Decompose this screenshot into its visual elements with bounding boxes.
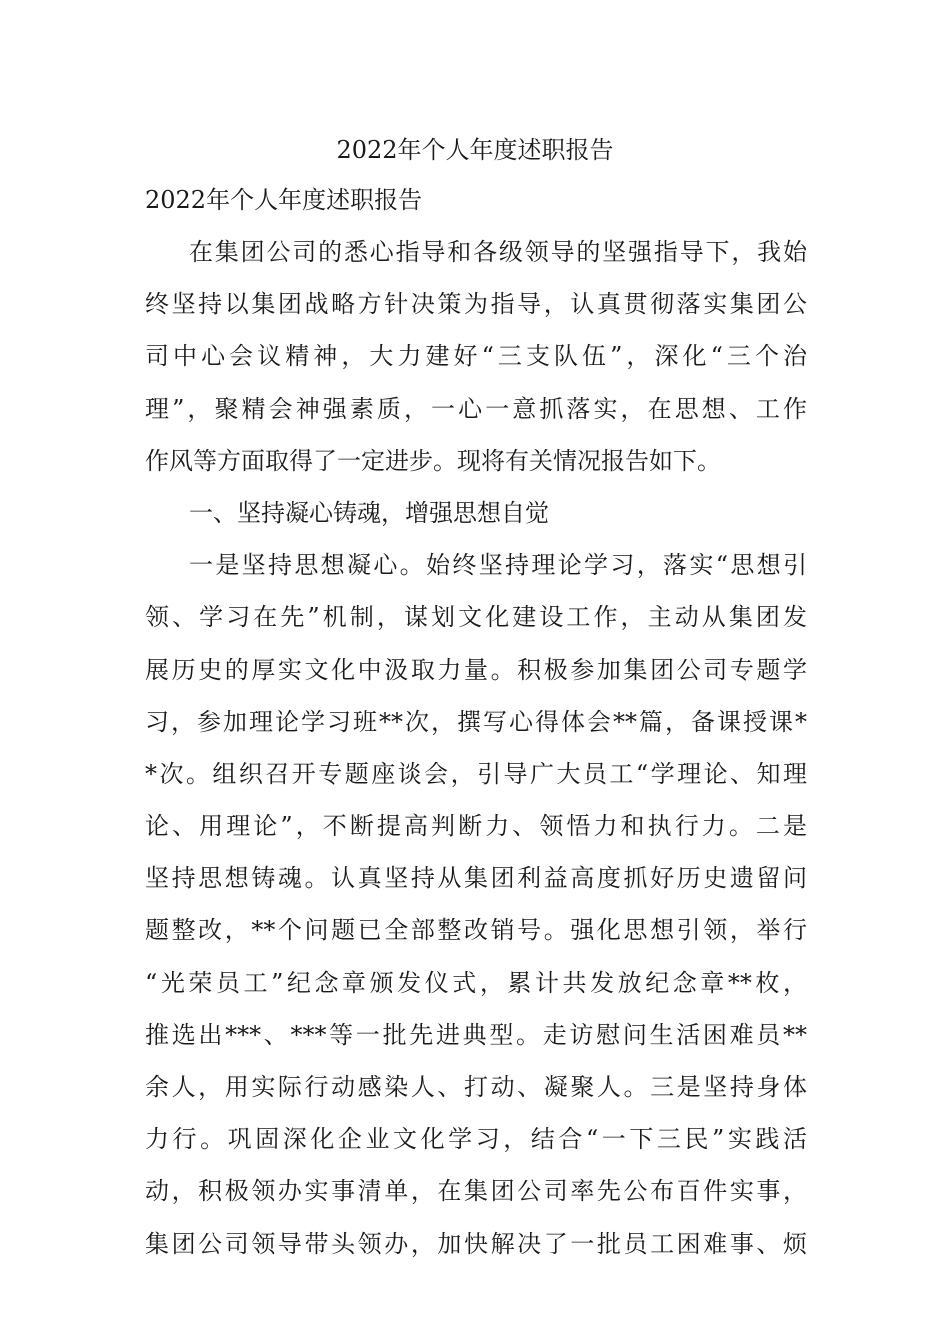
paragraph-line: 推选出***、***等一批先进典型。走访慰问生活困难员** (145, 1020, 807, 1049)
paragraph-line: 习，参加理论学习班**次，撰写心得体会**篇，备课授课* (145, 707, 807, 736)
paragraph-line: 终坚持以集团战略方针决策为指导，认真贯彻落实集团公 (145, 290, 807, 319)
document-subtitle: 2022年个人年度述职报告 (145, 186, 423, 214)
paragraph-line: 理”，聚精会神强素质，一心一意抓落实，在思想、工作 (145, 394, 807, 423)
section-heading: 一、坚持凝心铸魂，增强思想自觉 (189, 498, 549, 527)
paragraph-line: 展历史的厚实文化中汲取力量。积极参加集团公司专题学 (145, 655, 807, 684)
paragraph-line: 在集团公司的悉心指导和各级领导的坚强指导下，我始 (189, 238, 807, 266)
paragraph-line: 余人，用实际行动感染人、打动、凝聚人。三是坚持身体 (145, 1073, 807, 1101)
paragraph-line: 论、用理论”，不断提高判断力、领悟力和执行力。二是 (145, 812, 807, 841)
document-title: 2022年个人年度述职报告 (336, 136, 614, 164)
paragraph-line: 坚持思想铸魂。认真坚持从集团利益高度抓好历史遗留问 (145, 864, 807, 893)
paragraph-line: 作风等方面取得了一定进步。现将有关情况报告如下。 (145, 446, 721, 475)
paragraph-line: *次。组织召开专题座谈会，引导广大员工“学理论、知理 (145, 759, 807, 788)
paragraph-line: “光荣员工”纪念章颁发仪式，累计共发放纪念章**枚， (145, 968, 807, 997)
paragraph-line: 司中心会议精神，大力建好“三支队伍”，深化“三个治 (145, 342, 807, 371)
paragraph-line: 一是坚持思想凝心。始终坚持理论学习，落实“思想引 (189, 551, 807, 580)
paragraph-line: 题整改，**个问题已全部整改销号。强化思想引领，举行 (145, 916, 807, 945)
paragraph-line: 动，积极领办实事清单，在集团公司率先公布百件实事， (145, 1177, 807, 1206)
paragraph-line: 集团公司领导带头领办，加快解决了一批员工困难事、烦 (145, 1229, 807, 1258)
paragraph-line: 力行。巩固深化企业文化学习，结合“一下三民”实践活 (145, 1125, 807, 1154)
paragraph-line: 领、学习在先”机制，谋划文化建设工作，主动从集团发 (145, 603, 807, 632)
document-body (145, 230, 807, 1274)
